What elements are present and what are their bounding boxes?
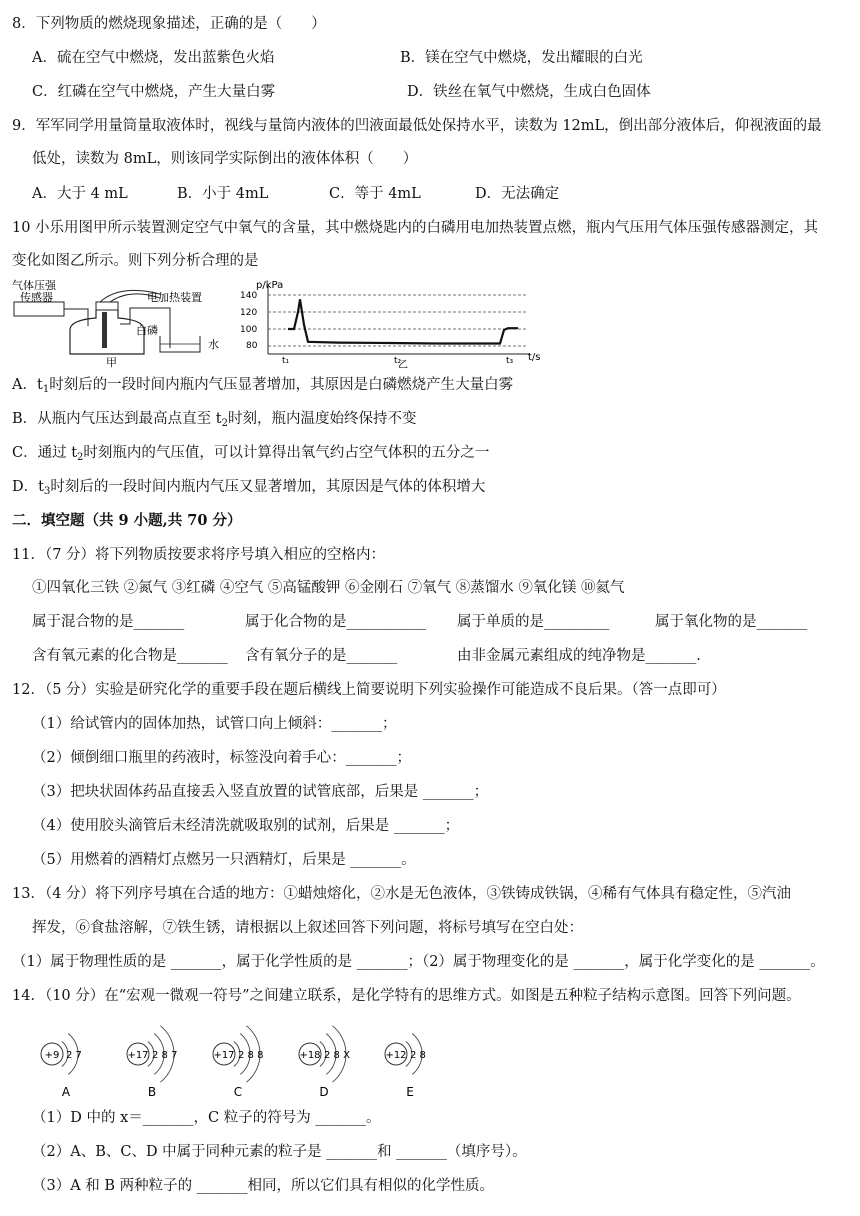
nucleus-charge: +18 xyxy=(299,1050,321,1061)
q9-option-d: D．无法确定 xyxy=(475,186,560,202)
q14-sub2: （2）A、B、C、D 中属于同种元素的粒子是 _______和 _______（填序号）。 xyxy=(32,1144,527,1160)
q9-stem-line2: 低处，读数为 8mL，则该同学实际倒出的液体体积（ ） xyxy=(32,151,418,167)
water-label: 水 xyxy=(208,338,219,351)
q10-stem-line1: 10 小乐用图甲所示装置测定空气中氧气的含量，其中燃烧匙内的白磷用电加热装置点燃，瓶内气压用气体压强传感器测定，其 xyxy=(12,220,819,236)
pressure-chart-yi xyxy=(238,278,548,368)
q10-option-d: D．$t_3$时刻后的一段时间内瓶内气压又显著增加，其原因是气体的体积增大 xyxy=(12,479,486,497)
pressure-curve xyxy=(288,299,518,343)
q11-blank-element: 属于单质的是_________ xyxy=(457,614,610,630)
section-heading: 二．填空题（共 9 小题,共 70 分） xyxy=(12,512,242,529)
q11-blank-oxygen-molecule: 含有氧分子的是_______ xyxy=(245,648,398,664)
particle-label: D xyxy=(319,1085,329,1099)
q12-sub3: （3）把块状固体药品直接丢入竖直放置的试管底部，后果是 _______； xyxy=(32,784,489,800)
q8-option-a: A．硫在空气中燃烧，发出蓝紫色火焰 xyxy=(32,50,275,66)
sensor-tube xyxy=(64,309,88,326)
electron-counts: 2 8 8 xyxy=(238,1050,264,1061)
q12-sub1: （1）给试管内的固体加热，试管口向上倾斜：_______； xyxy=(32,716,397,732)
q12-stem: 12．（5 分）实验是研究化学的重要手段在题后横线上简要说明下列实验操作可能造成不良后果。（答一点即可） xyxy=(12,682,726,698)
figure-label-jia: 甲 xyxy=(106,356,117,368)
phosphorus-label: 白磷 xyxy=(136,324,158,337)
bottle-stopper xyxy=(96,302,118,310)
t1-tick: t₁ xyxy=(282,356,290,366)
sensor-label-line2: 传感器 xyxy=(20,291,53,304)
q11-blank-compound: 属于化合物的是___________ xyxy=(245,614,427,630)
electron-counts: 2 7 xyxy=(66,1050,82,1061)
y-tick-140: 140 xyxy=(240,291,258,301)
particle-structure-diagrams xyxy=(30,1020,460,1100)
figure-label-yi: 乙 xyxy=(398,360,408,368)
t3-tick: t₃ xyxy=(506,356,514,366)
q9-option-b: B．小于 4mL xyxy=(177,186,269,202)
heater-label: 电加热装置 xyxy=(147,291,202,304)
q11-blank-oxygen-compound: 含有氧元素的化合物是_______ xyxy=(32,648,228,664)
q8-stem: 8．下列物质的燃烧现象描述，正确的是（ ） xyxy=(12,16,326,32)
q10-option-a: A．$t_1$时刻后的一段时间内瓶内气压显著增加，其原因是白磷燃烧产生大量白雾 xyxy=(12,377,514,395)
q8-option-d: D．铁丝在氧气中燃烧，生成白色固体 xyxy=(407,84,651,100)
q13-stem-line1: 13．（4 分）将下列序号填在合适的地方：①蜡烛熔化，②水是无色液体，③铁铸成铁锅，④稀有气体具有稳定性，⑤汽油 xyxy=(12,886,792,902)
electron-counts: 2 8 xyxy=(410,1050,426,1061)
q10-option-c: C．通过 $t_2$时刻瓶内的气压值，可以计算得出氧气约占空气体积的五分之一 xyxy=(12,445,490,463)
particle-E xyxy=(385,1034,426,1099)
q10-stem-line2: 变化如图乙所示。则下列分析合理的是 xyxy=(12,253,259,269)
t2-tick: t₂ xyxy=(394,356,402,366)
q11-blank-mixture: 属于混合物的是_______ xyxy=(32,614,185,630)
q8-option-c: C．红磷在空气中燃烧，产生大量白雾 xyxy=(32,84,276,100)
particle-label: C xyxy=(233,1085,243,1099)
q14-sub3: （3）A 和 B 两种粒子的 _______相同，所以它们具有相似的化学性质。 xyxy=(32,1178,495,1194)
q8-option-b: B．镁在空气中燃烧，发出耀眼的白光 xyxy=(400,50,643,66)
nucleus-charge: +12 xyxy=(385,1050,407,1061)
q9-option-a: A．大于 4 mL xyxy=(32,186,128,202)
q11-blank-oxide: 属于氧化物的是_______ xyxy=(655,614,808,630)
particle-B xyxy=(127,1026,177,1099)
q12-sub4: （4）使用胶头滴管后未经清洗就吸取别的试剂，后果是 _______； xyxy=(32,818,460,834)
pressure-sensor-box xyxy=(14,302,64,316)
particle-label: A xyxy=(61,1085,71,1099)
nucleus-charge: +17 xyxy=(127,1050,149,1061)
electron-counts: 2 8 7 xyxy=(152,1050,178,1061)
q9-stem-line1: 9．军军同学用量筒量取液体时，视线与量筒内液体的凹液面最低处保持水平，读数为 12mL，倒出部分液体后，仰视液面的最 xyxy=(12,118,822,134)
particle-label: E xyxy=(406,1085,414,1099)
particle-A xyxy=(41,1034,82,1099)
sensor-label-line1: 气体压强 xyxy=(12,279,56,292)
q14-stem: 14．（10 分）在“宏观一微观一符号”之间建立联系，是化学特有的思维方式。如图是五种粒子结构示意图。回答下列问题。 xyxy=(12,988,801,1004)
apparatus-figure-jia xyxy=(10,278,235,368)
y-tick-80: 80 xyxy=(246,341,258,351)
q12-sub5: （5）用燃着的酒精灯点燃另一只酒精灯，后果是 _______。 xyxy=(32,852,416,868)
electron-counts: 2 8 X xyxy=(324,1050,350,1061)
particle-label: B xyxy=(147,1085,157,1099)
x-axis-label: t/s xyxy=(528,352,541,363)
q11-stem: 11．（7 分）将下列物质按要求将序号填入相应的空格内： xyxy=(12,547,386,563)
combustion-spoon xyxy=(102,312,107,348)
q13-questions: （1）属于物理性质的是 _______，属于化学性质的是 _______；（2）属于物理变化的是 _______，属于化学变化的是 _______。 xyxy=(12,954,825,970)
particle-D xyxy=(299,1026,350,1099)
y-tick-100: 100 xyxy=(240,325,258,335)
particle-C xyxy=(213,1026,263,1099)
q14-sub1: （1）D 中的 x＝_______，C 粒子的符号为 _______。 xyxy=(32,1110,381,1126)
nucleus-charge: +9 xyxy=(44,1050,60,1061)
q10-option-b: B．从瓶内气压达到最高点直至 $t_2$时刻，瓶内温度始终保持不变 xyxy=(12,411,417,429)
q9-option-c: C．等于 4mL xyxy=(329,186,421,202)
y-tick-120: 120 xyxy=(240,308,258,318)
q13-stem-line2: 挥发，⑥食盐溶解，⑦铁生锈，请根据以上叙述回答下列问题，将标号填写在空白处： xyxy=(32,920,583,936)
nucleus-charge: +17 xyxy=(213,1050,235,1061)
q11-blank-nonmetal-pure: 由非金属元素组成的纯净物是_______. xyxy=(457,648,701,664)
q11-items: ①四氧化三铁 ②氮气 ③红磷 ④空气 ⑤高锰酸钾 ⑥金刚石 ⑦氧气 ⑧蒸馏水 ⑨氧化镁 ⑩氦气 xyxy=(32,580,625,596)
q12-sub2: （2）倾倒细口瓶里的药液时，标签没向着手心：_______； xyxy=(32,750,411,766)
y-axis-label: p/kPa xyxy=(256,280,284,291)
